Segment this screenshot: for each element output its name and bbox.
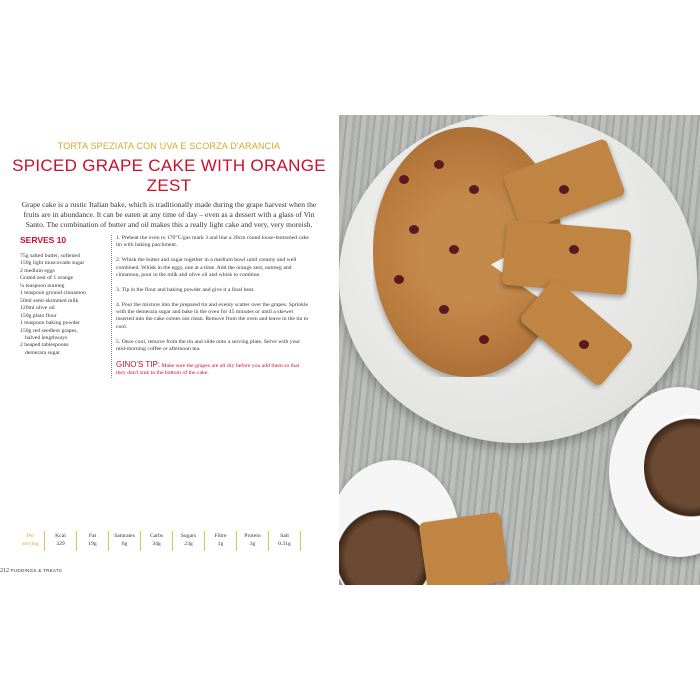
ingredient: demerara sugar: [25, 349, 60, 356]
ingredient: 50ml semi-skimmed milk: [20, 297, 79, 304]
nutrition-cell: [141, 531, 173, 551]
ingredient: 2 medium eggs: [20, 267, 55, 274]
section-name: PUDDINGS & TREATS: [10, 568, 63, 573]
nutrient-name: Protein: [244, 533, 261, 539]
grape: [449, 245, 459, 254]
nutrition-cell: [77, 531, 109, 551]
grape: [439, 305, 449, 314]
method-step: 5. Once cool, remove from the tin and slide onto a serving plate. Serve with your mid-morning coffee or afternoon tea.: [116, 338, 301, 353]
nutrition-cell: [205, 531, 237, 551]
nutrient-value: 19g: [88, 540, 97, 547]
nutrition-cell: [173, 531, 205, 551]
tip-text: Make sure the grapes are all dry before you add them so that they don't sink to the bottom of the cake.: [116, 362, 300, 377]
grape: [569, 245, 579, 254]
ingredient: 1 teaspoon ground cinnamon: [20, 290, 86, 297]
ingredient: ¼ teaspoon nutmeg: [20, 282, 65, 289]
nutrient-value: 3g: [249, 540, 256, 547]
grape: [579, 340, 589, 349]
method-step: 4. Pour the mixture into the prepared tin and evenly scatter over the grapes. Sprinkle with the demerara sugar and bake in the oven for 45 minutes or until a skewer inserted into the cake comes out clean. Remove from the oven and leave in the tin to cool.: [116, 301, 309, 330]
method-step: 3. Tip in the flour and baking powder and give it a final beat.: [116, 286, 255, 293]
nutrient-value: 1g: [217, 540, 224, 547]
grape: [559, 185, 569, 194]
method-step: 2. Whisk the butter and sugar together in a medium bowl until creamy and well combined. Whisk in the eggs, one at a time. Add the orange zest, nutmeg and cinnamon, pour in the milk and olive oil and whisk to combine.: [116, 257, 297, 279]
ingredient: halved lengthways: [25, 334, 68, 341]
recipe-subtitle: TORTA SPEZIATA CON UVA E SCORZA D'ARANCIA: [57, 141, 281, 151]
serving-label: serving: [22, 540, 39, 547]
serves-label: SERVES 10: [20, 235, 67, 245]
nutrient-name: Fat: [88, 533, 97, 539]
grape: [394, 275, 404, 284]
nutrition-label: [17, 531, 45, 551]
nutrition-table: [17, 531, 301, 551]
nutrient-value: 34g: [152, 540, 161, 547]
ingredient: 150g red seedless grapes,: [20, 327, 78, 334]
page-number: 212: [0, 568, 9, 574]
recipe-intro: Grape cake is a rustic Italian bake, which is traditionally made during the grape harvest when the fruits are in abundance. It can be eaten at any time of day – even as a dessert with a glass of Vin Santo. The combination of butter and oil makes this a really light cake and very, very moreish.: [21, 200, 317, 229]
grape: [434, 160, 444, 169]
ingredient: 150g plain flour: [20, 312, 57, 319]
nutrition-cell: [269, 531, 301, 551]
recipe-title: SPICED GRAPE CAKE WITH ORANGE ZEST: [12, 156, 326, 195]
nutrient-value: 329: [56, 540, 65, 547]
recipe-columns: [0, 235, 338, 378]
grape: [479, 335, 489, 344]
nutrient-value: 23g: [184, 540, 193, 547]
grape: [469, 185, 479, 194]
ingredients-list: [20, 253, 111, 357]
nutrient-name: Salt: [280, 533, 289, 539]
ingredient: 120ml olive oil: [20, 305, 55, 312]
column-divider: [111, 235, 112, 378]
nutrient-name: Carbs: [149, 533, 164, 539]
cake-photo: [339, 115, 700, 585]
per-label: Per: [26, 533, 35, 539]
ingredient: 75g salted butter, softened: [20, 253, 80, 259]
nutrient-name: Fibre: [214, 533, 227, 539]
nutrition-cell: [237, 531, 269, 551]
page-footer: [0, 568, 62, 574]
nutrient-value: 6g: [121, 540, 128, 547]
ingredients-column: [20, 235, 111, 378]
grape: [399, 175, 409, 184]
tip-label: GINO'S TIP:: [116, 359, 161, 369]
nutrient-name: Saturates: [114, 533, 135, 539]
cake-slice: [501, 220, 631, 296]
cake-slice-plate: [419, 512, 510, 585]
nutrient-name: Sugars: [180, 533, 197, 539]
nutrient-value: 0.31g: [278, 540, 291, 547]
ginos-tip: [116, 361, 310, 378]
ingredient: 150g light muscovado sugar: [20, 260, 85, 267]
method-steps: [116, 235, 310, 378]
method-step: 1. Preheat the oven to 170°C/gas mark 3 and line a 20cm round loose-bottomed cake tin with baking parchment.: [116, 235, 309, 249]
nutrition-cell: [109, 531, 141, 551]
ingredient: 2 heaped tablespoons: [20, 342, 69, 349]
nutrition-cell: [45, 531, 77, 551]
grape: [409, 225, 419, 234]
ingredient: 1 teaspoon baking powder: [20, 320, 80, 327]
nutrient-name: Kcal: [55, 533, 66, 539]
recipe-text-column: [0, 141, 338, 378]
ingredient: Grated zest of 1 orange: [20, 275, 74, 282]
